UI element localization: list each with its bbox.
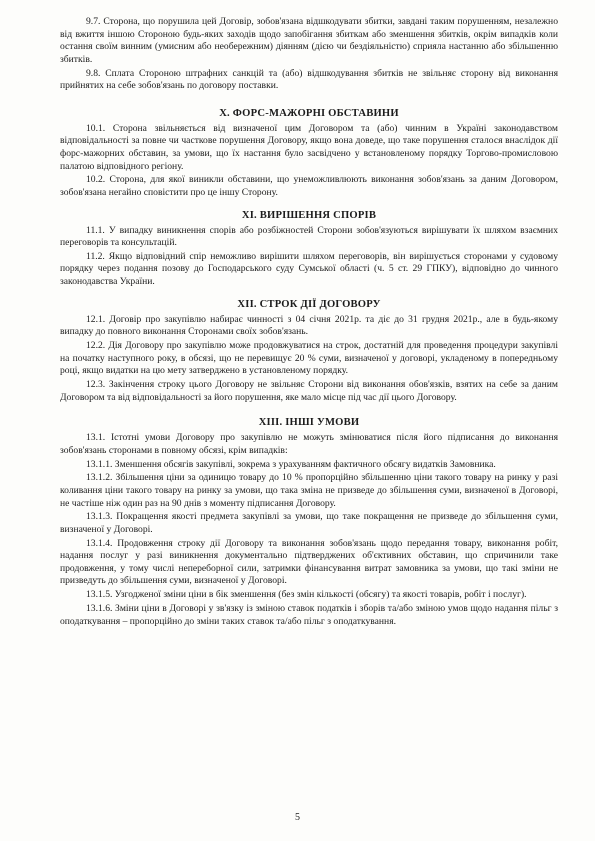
paragraph-9-7: 9.7. Сторона, що порушила цей Договір, зобов'язана відшкодувати збитки, завдані таким порушенням, незалежно від вжиття іншою Стороною будь-яких заходів щодо запобігання збиткам або зменшення збитків, окрім випадків коли остання своїм винним (умисним або необережним) діянням (дією чи бездіяльністю) сприяла настанню або збільшенню збитків.: [60, 16, 558, 65]
paragraph-10-1: 10.1. Сторона звільняється від визначеної цим Договором та (або) чинним в Україні законодавством відповідальності за повне чи часткове порушення Договору, якщо вона доведе, що таке порушення сталося внаслідок дії форс-мажорних обставин, за умови, що їх настання було засвідчено у встановленому порядку Торгово-промисловою палатою відповідного регіону.: [60, 122, 558, 172]
paragraph-13-1-1: 13.1.1. Зменшення обсягів закупівлі, зокрема з урахуванням фактичного обсягу видатків Замовника.: [86, 458, 496, 470]
paragraph-13-1-5: 13.1.5. Узгодженої зміни ціни в бік зменшення (без змін кількості (обсягу) та якості товарів, робіт і послуг).: [86, 589, 527, 601]
paragraph-9-8: 9.8. Сплата Стороною штрафних санкцій та (або) відшкодування збитків не звільняє сторону від виконання прийнятих на себе зобов'язань по договору поставки.: [60, 67, 558, 92]
section-heading-xii: XII. СТРОК ДІЇ ДОГОВОРУ: [237, 298, 381, 310]
page-content: [60, 16, 558, 629]
paragraph-12-2: 12.2. Дія Договору про закупівлю може продовжуватися на строк, достатній для проведення процедури закупівлі на початку наступного року, в обсязі, що не перевищує 20 % суми, визначеної у договорі, укладеному в попередньому році, якщо видатки на цю мету затверджено в установленому порядку.: [60, 340, 558, 377]
paragraph-13-1: 13.1. Істотні умови Договору про закупівлю не можуть змінюватися після його підписання до виконання зобов'язань сторонами в повному обсязі, крім випадків:: [60, 432, 558, 456]
page-number: 5: [295, 812, 300, 823]
paragraph-13-1-2: 13.1.2. Збільшення ціни за одиницю товару до 10 % пропорційно збільшенню ціни такого товару на ринку у разі коливання ціни такого товару на ринку за умови, що така зміна не призведе до збільшення суми, визначеної в Договорі, не частіше ніж один раз на 90 днів з моменту підписання Договору.: [60, 472, 558, 509]
paragraph-10-2: 10.2. Сторона, для якої виникли обставини, що унеможливлюють виконання зобов'язань за даним Договором, зобов'язана негайно сповістити про це іншу Сторону.: [60, 174, 558, 198]
section-heading-xiii: XIII. ІНШІ УМОВИ: [258, 417, 360, 429]
paragraph-12-1: 12.1. Договір про закупівлю набирає чинності з 04 січня 2021р. та діє до 31 грудня 2021р., але в будь-якому випадку до повного виконання Сторонами своїх зобов'язань.: [60, 313, 558, 338]
paragraph-11-1: 11.1. У випадку виникнення спорів або розбіжностей Сторони зобов'язуються вирішувати їх шляхом взаємних переговорів та консультацій.: [60, 224, 558, 249]
section-heading-x: X. ФОРС-МАЖОРНІ ОБСТАВИНИ: [219, 107, 399, 119]
paragraph-13-1-4: 13.1.4. Продовження строку дії Договору та виконання зобов'язань щодо передання товару, виконання робіт, надання послуг у разі виникнення документально підтверджених об'єктивних обставин, що спричинили таке продовження, у тому числі непереборної сили, затримки фінансування витрат замовника за умови, що такі зміни не призведуть до збільшення суми, визначеної у Договорі.: [60, 537, 558, 587]
section-heading-xi: XI. ВИРІШЕННЯ СПОРІВ: [241, 209, 377, 221]
paragraph-13-1-6: 13.1.6. Зміни ціни в Договорі у зв'язку із зміною ставок податків і зборів та/або зміною умов щодо надання пільг з оподаткування – пропорційно до зміни таких ставок та/або пільг з оподаткування.: [60, 603, 558, 627]
paragraph-13-1-3: 13.1.3. Покращення якості предмета закупівлі за умови, що таке покращення не призведе до збільшення суми, визначеної у Договорі.: [60, 511, 558, 535]
paragraph-11-2: 11.2. Якщо відповідний спір неможливо вирішити шляхом переговорів, він вирішується сторонами у судовому порядку через подання позову до Господарського суду Сумської області (ч. 5 ст. 29 ГПКУ), відповідно до чинного законодавства України.: [60, 250, 558, 288]
paragraph-12-3: 12.3. Закінчення строку цього Договору не звільняє Сторони від виконання обов'язків, взятих на себе за даним Договором та від відповідальності за його порушення, яке мало місце під час дії цього Договору.: [60, 379, 558, 403]
